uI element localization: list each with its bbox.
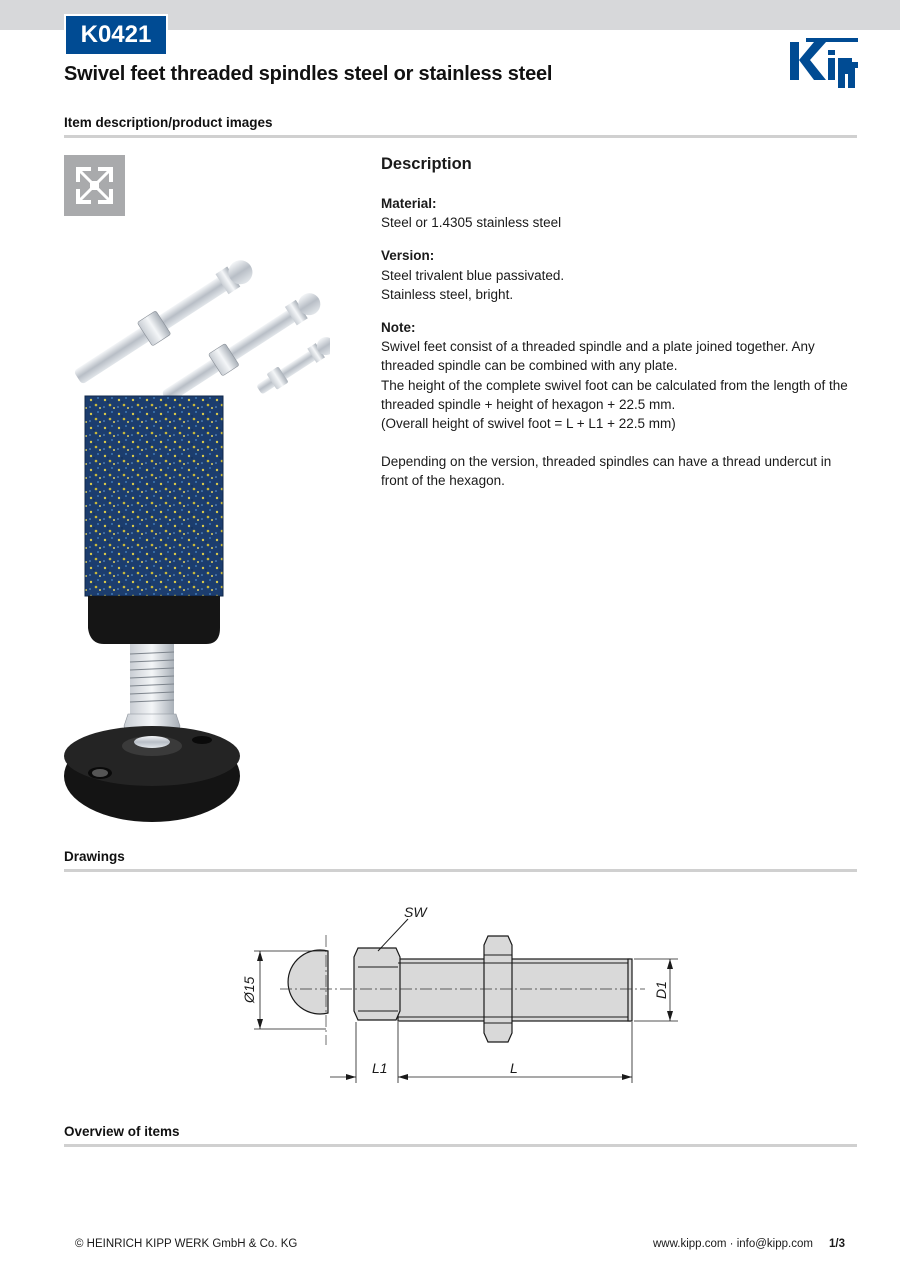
material-label: Material: [381,196,437,211]
technical-drawing [230,895,690,1095]
section-heading-overview: Overview of items [64,1124,180,1139]
section-divider [64,135,857,138]
thread-undercut-note: Depending on the version, threaded spindles can have a thread undercut in front of the hexagon. [381,454,832,489]
version-line: Stainless steel, bright. [381,286,514,302]
footer-contact[interactable]: www.kipp.com · info@kipp.com [653,1238,813,1250]
material-text: Steel or 1.4305 stainless steel [381,215,562,231]
note-line: (Overall height of swivel foot = L + L1 + 22.5 mm) [381,416,676,432]
description-heading: Description [381,155,472,173]
description-panel [381,152,857,491]
kipp-logo [784,38,858,92]
page-title: Swivel feet threaded spindles steel or stainless steel [64,63,553,85]
label-l: L [510,1060,518,1076]
expand-icon [64,155,125,216]
product-image [60,228,330,828]
section-heading-drawings: Drawings [64,849,125,864]
footer-copyright: © HEINRICH KIPP WERK GmbH & Co. KG [75,1238,298,1250]
product-code-badge: K0421 [64,14,168,56]
expand-image-button[interactable] [64,155,125,216]
section-divider [64,1144,857,1147]
note-label: Note: [381,320,416,336]
label-d15: Ø15 [241,976,257,1003]
section-divider [64,869,857,872]
section-heading-images: Item description/product images [64,115,273,130]
note-line: Swivel feet consist of a threaded spindle and a plate joined together. Any threaded spindle can be combined with any plate. [381,339,815,374]
note-line: The height of the complete swivel foot can be calculated from the length of the threaded spindle + height of hexagon + 22.5 mm. [381,377,848,412]
label-sw: SW [404,904,427,920]
material-group [381,194,857,232]
version-group [381,246,857,304]
label-l1: L1 [372,1060,388,1076]
label-d1: D1 [653,981,669,999]
note-group [381,318,857,433]
page-number: 1/3 [829,1238,845,1250]
version-label: Version: [381,248,435,264]
version-line: Steel trivalent blue passivated. [381,267,565,283]
